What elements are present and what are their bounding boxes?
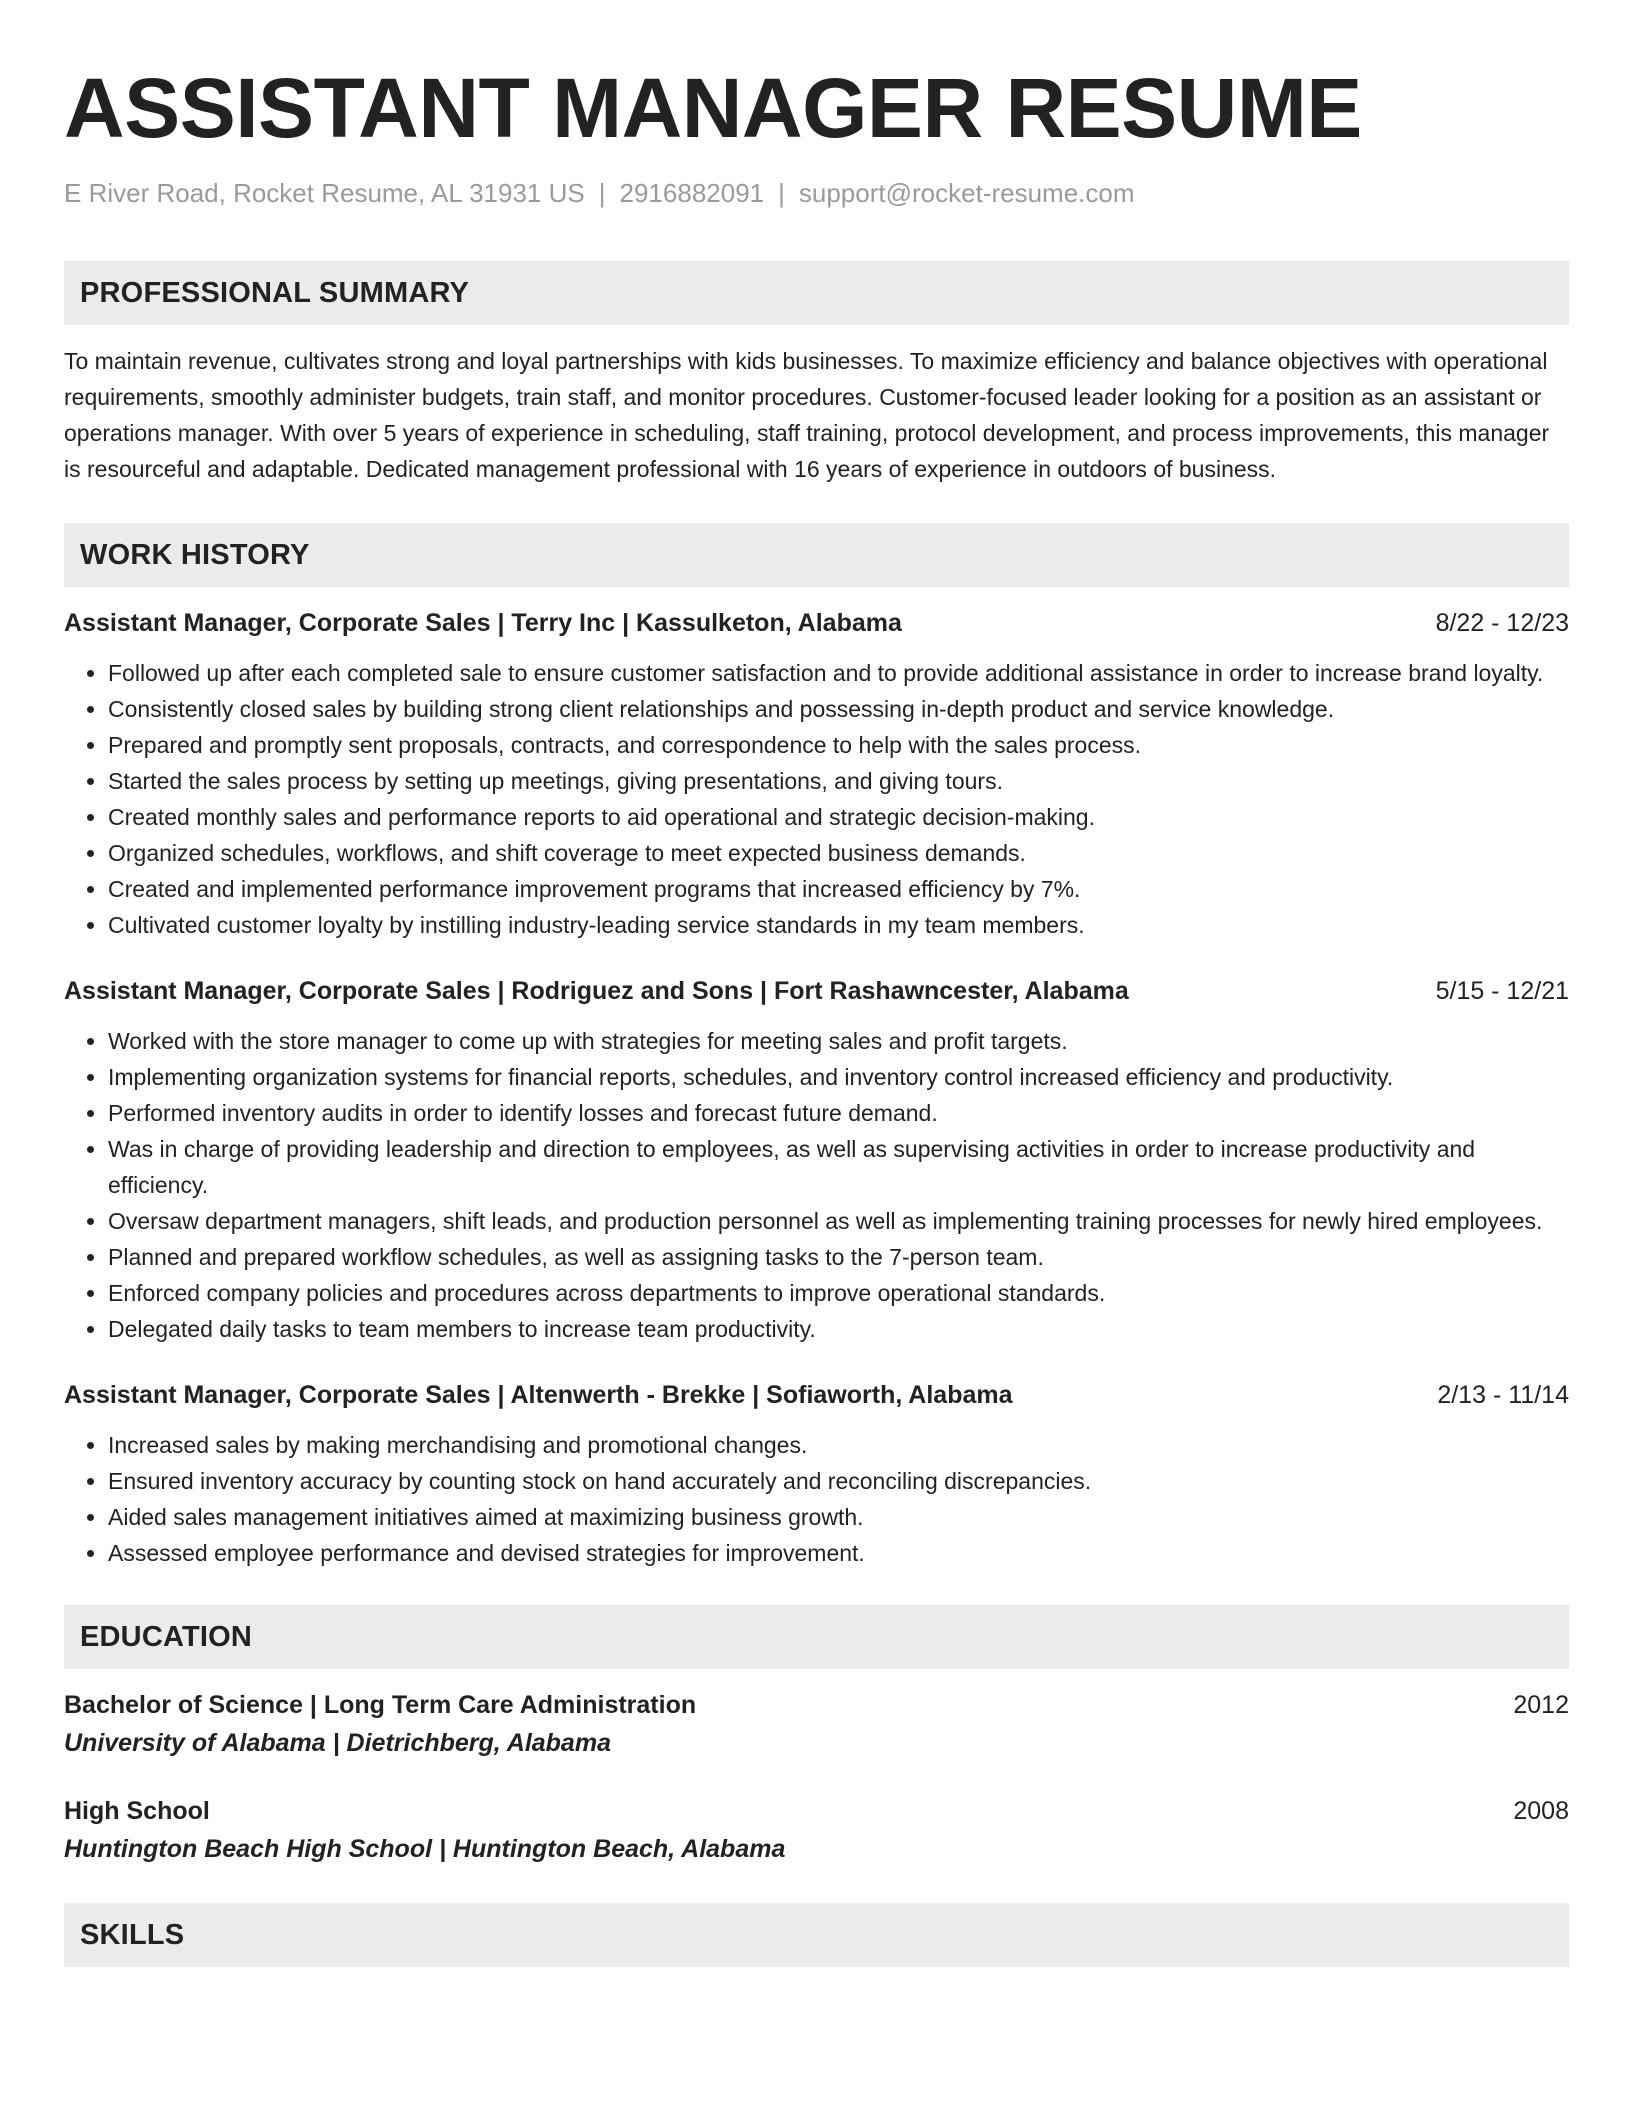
list-item: • Assessed employee performance and devised strategies for improvement.: [108, 1535, 1569, 1571]
list-item: • Created and implemented performance improvement programs that increased efficiency by 7%.: [108, 871, 1569, 907]
contact-separator: |: [598, 178, 606, 208]
address-text: E River Road, Rocket Resume, AL 31931 US: [64, 178, 585, 208]
list-item: • Was in charge of providing leadership and direction to employees, as well as supervising activities in order to increase productivity and efficiency.: [108, 1131, 1569, 1203]
list-item: • Implementing organization systems for financial reports, schedules, and inventory control increased efficiency and productivity.: [108, 1059, 1569, 1095]
resume-title: ASSISTANT MANAGER RESUME: [64, 61, 1362, 155]
list-item: • Created monthly sales and performance reports to aid operational and strategic decision-making.: [108, 799, 1569, 835]
education-header: [64, 1793, 1569, 1829]
list-item: • Consistently closed sales by building strong client relationships and possessing in-depth product and service knowledge.: [108, 691, 1569, 727]
list-item: • Planned and prepared workflow schedules, as well as assigning tasks to the 7-person team.: [108, 1239, 1569, 1275]
summary-paragraph: To maintain revenue, cultivates strong and loyal partnerships with kids businesses. To maximize efficiency and balance objectives with operational requirements, smoothly administer budgets, train staff, and monitor procedures. Customer-focused leader looking for a position as an assistant or operations manager. With over 5 years of experience in scheduling, staff training, protocol development, and process improvements, this manager is resourceful and adaptable. Dedicated management professional with 16 years of experience in outdoors of business.: [64, 348, 1550, 482]
section-header-summary: [64, 261, 1569, 325]
list-item: • Delegated daily tasks to team members to increase team productivity.: [108, 1311, 1569, 1347]
list-item: • Prepared and promptly sent proposals, contracts, and correspondence to help with the sales process.: [108, 727, 1569, 763]
job-header: [64, 973, 1569, 1009]
job-dates: 2/13 - 11/14: [1437, 1381, 1569, 1409]
list-item: • Started the sales process by setting up meetings, giving presentations, and giving tours.: [108, 763, 1569, 799]
education-degree: Bachelor of Science | Long Term Care Administration: [64, 1691, 697, 1719]
section-heading: SKILLS: [80, 1918, 185, 1951]
job-title: Assistant Manager, Corporate Sales | Altenwerth - Brekke | Sofiaworth, Alabama: [64, 1381, 1013, 1409]
list-item: • Performed inventory audits in order to identify losses and forecast future demand.: [108, 1095, 1569, 1131]
job-entry: [64, 1377, 1569, 1571]
section-header-work-history: [64, 523, 1569, 587]
education-school: University of Alabama | Dietrichberg, Alabama: [64, 1729, 611, 1757]
job-entry: [64, 605, 1569, 943]
education-entry: [64, 1687, 1569, 1761]
education-degree: High School: [64, 1797, 210, 1825]
section-heading: PROFESSIONAL SUMMARY: [80, 276, 470, 309]
list-item: • Ensured inventory accuracy by counting stock on hand accurately and reconciling discrepancies.: [108, 1463, 1569, 1499]
job-header: [64, 1377, 1569, 1413]
section-header-education: [64, 1605, 1569, 1669]
job-title: Assistant Manager, Corporate Sales | Terry Inc | Kassulketon, Alabama: [64, 609, 902, 637]
list-item: • Aided sales management initiatives aimed at maximizing business growth.: [108, 1499, 1569, 1535]
phone-text: 2916882091: [619, 178, 765, 208]
email-link[interactable]: support@rocket-resume.com: [798, 178, 1135, 208]
job-bullets: [64, 1023, 1569, 1347]
section-heading: WORK HISTORY: [80, 538, 310, 571]
education-entry: [64, 1793, 1569, 1867]
job-entry: [64, 973, 1569, 1347]
list-item: • Organized schedules, workflows, and shift coverage to meet expected business demands.: [108, 835, 1569, 871]
contact-line: [64, 178, 1569, 209]
education-year: 2012: [1513, 1691, 1569, 1719]
section-heading: EDUCATION: [80, 1620, 253, 1653]
job-title: Assistant Manager, Corporate Sales | Rodriguez and Sons | Fort Rashawncester, Alabama: [64, 977, 1129, 1005]
list-item: • Enforced company policies and procedures across departments to improve operational standards.: [108, 1275, 1569, 1311]
job-header: [64, 605, 1569, 641]
list-item: • Cultivated customer loyalty by instilling industry-leading service standards in my team members.: [108, 907, 1569, 943]
job-bullets: [64, 1427, 1569, 1571]
list-item: • Oversaw department managers, shift leads, and production personnel as well as implementing training processes for newly hired employees.: [108, 1203, 1569, 1239]
list-item: • Worked with the store manager to come up with strategies for meeting sales and profit targets.: [108, 1023, 1569, 1059]
job-bullets: [64, 655, 1569, 943]
list-item: • Increased sales by making merchandising and promotional changes.: [108, 1427, 1569, 1463]
education-school: Huntington Beach High School | Huntington Beach, Alabama: [64, 1835, 786, 1863]
list-item: • Followed up after each completed sale to ensure customer satisfaction and to provide additional assistance in order to increase brand loyalty.: [108, 655, 1569, 691]
contact-separator: |: [778, 178, 785, 208]
job-dates: 5/15 - 12/21: [1435, 977, 1569, 1005]
section-header-skills: [64, 1903, 1569, 1967]
education-year: 2008: [1513, 1797, 1569, 1825]
job-dates: 8/22 - 12/23: [1435, 609, 1569, 637]
education-header: [64, 1687, 1569, 1723]
